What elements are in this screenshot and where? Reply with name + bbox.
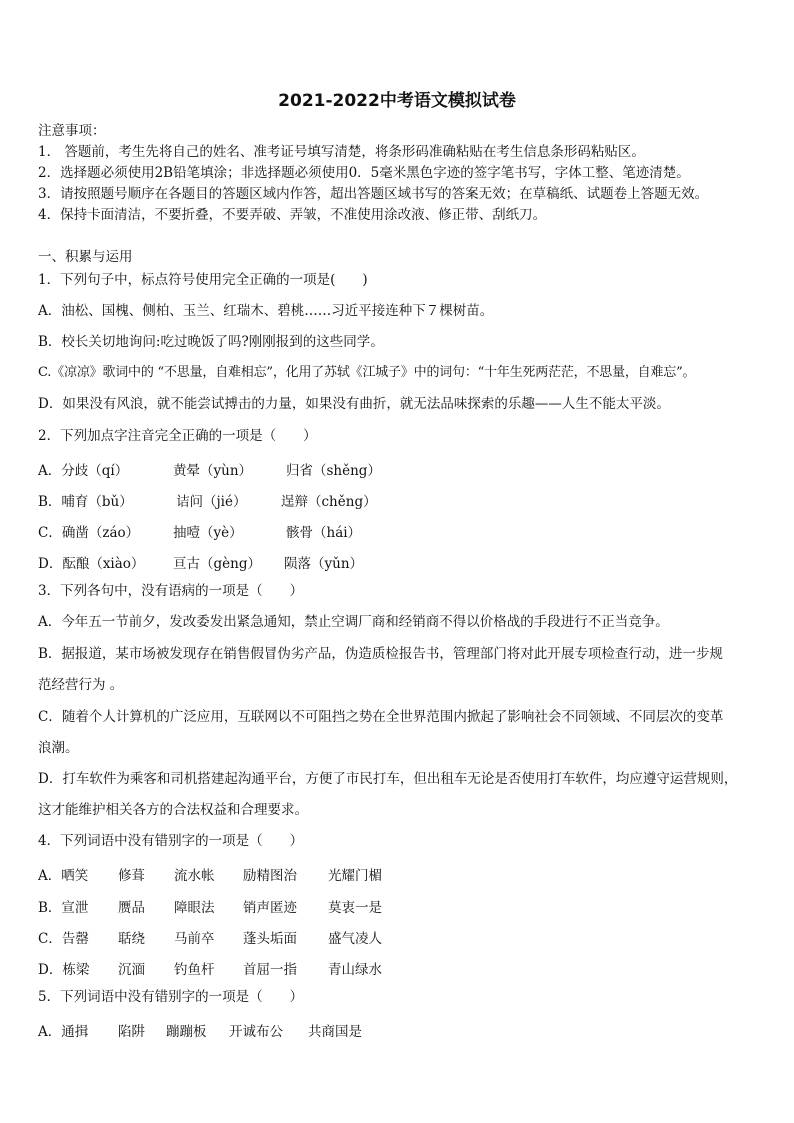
question-5-stem: 5．下列词语中没有错别字的一项是（ ） xyxy=(38,989,304,1005)
option-part: D．酝酿（xiào） xyxy=(38,556,145,572)
notice-heading: 注意事项： xyxy=(38,123,106,139)
option-word: 莫衷一是 xyxy=(328,900,382,916)
exam-title: 2021-2022中考语文模拟试卷 xyxy=(278,91,516,111)
option-word: 赝品 xyxy=(118,900,145,916)
option-word: D．栋梁 xyxy=(38,962,90,978)
question-1-option-b: B．校长关切地询问:吃过晚饭了吗?刚刚报到的这些同学。 xyxy=(38,334,384,350)
question-3-option-c-cont: 浪潮。 xyxy=(38,740,79,756)
question-3-option-b: B．据报道，某市场被发现存在销售假冒伪劣产品，伪造质检报告书，管理部门将对此开展专项检查行动，进一步规 xyxy=(38,646,723,662)
option-word: 钓鱼杆 xyxy=(174,962,215,978)
question-3-option-b-cont: 范经营行为 。 xyxy=(38,677,124,693)
question-1-option-c: C.《凉凉》歌词中的 “不思量，自难相忘”，化用了苏轼《江城子》中的词句：“十年生死两茫茫，不思量，自难忘”。 xyxy=(38,365,696,380)
option-part: 黄晕（yùn） xyxy=(173,463,253,479)
option-word: A．哂笑 xyxy=(38,868,89,884)
option-word: 盛气凌人 xyxy=(328,931,382,947)
question-3-option-a: A．今年五一节前夕，发改委发出紧急通知，禁止空调厂商和经销商不得以价格战的手段进行不正当竞争。 xyxy=(38,614,669,630)
option-word: 蹦蹦板 xyxy=(166,1024,207,1040)
option-word: 修葺 xyxy=(118,868,145,884)
option-word: 马前卒 xyxy=(174,931,215,947)
option-word: 销声匿迹 xyxy=(243,900,297,916)
question-3-option-d-cont: 这才能维护相关各方的合法权益和合理要求。 xyxy=(38,802,308,818)
option-word: B．宣泄 xyxy=(38,900,89,916)
option-word: 聒绕 xyxy=(118,931,145,947)
notice-item-4: 4．保持卡面清洁，不要折叠，不要弄破、弄皱，不准使用涂改液、修正带、刮纸刀。 xyxy=(38,207,547,223)
option-word: 首屈一指 xyxy=(243,962,297,978)
notice-item-2: 2．选择题必须使用2B铅笔填涂；非选择题必须使用0．5毫米黑色字迹的签字笔书写，字体工整、笔迹清楚。 xyxy=(38,165,690,181)
option-word: A．通揖 xyxy=(38,1024,89,1040)
option-part: B．哺育（bǔ） xyxy=(38,494,133,510)
option-part: 亘古（gèng） xyxy=(173,556,261,572)
option-word: 青山绿水 xyxy=(328,962,382,978)
option-word: 开诚布公 xyxy=(229,1024,283,1040)
option-part: 抽噎（yè） xyxy=(173,525,243,541)
option-word: 障眼法 xyxy=(174,900,215,916)
question-2-stem: 2．下列加点字注音完全正确的一项是（ ） xyxy=(38,428,317,444)
notice-item-3: 3．请按照题号顺序在各题目的答题区域内作答，超出答题区域书写的答案无效；在草稿纸、试题卷上答题无效。 xyxy=(38,186,709,202)
option-word: 共商国是 xyxy=(308,1024,362,1040)
question-1-option-a: A．油松、国槐、侧柏、玉兰、红瑞木、碧桃……习近平接连种下７棵树苗。 xyxy=(38,303,494,319)
question-3-option-c: C．随着个人计算机的广泛应用，互联网以不可阻挡之势在全世界范围内掀起了影响社会不同领域、不同层次的变革 xyxy=(38,709,724,725)
notice-item-1: 1． 答题前，考生先将自己的姓名、准考证号填写清楚，将条形码准确粘贴在考生信息条形码粘贴区。 xyxy=(38,144,645,160)
option-word: 沉湎 xyxy=(118,962,145,978)
question-3-stem: 3．下列各句中，没有语病的一项是（ ） xyxy=(38,583,304,599)
option-word: 励精图治 xyxy=(243,868,297,884)
option-part: C．确凿（záo） xyxy=(38,525,140,541)
question-1-stem: 1．下列句子中，标点符号使用完全正确的一项是( ) xyxy=(38,272,368,288)
option-part: A．分歧（qí） xyxy=(38,463,129,479)
option-word: 光耀门楣 xyxy=(328,868,382,884)
option-word: 陷阱 xyxy=(118,1024,145,1040)
question-1-option-d: D．如果没有风浪，就不能尝试搏击的力量，如果没有曲折，就无法品味探索的乐趣——人生不能太平淡。 xyxy=(38,396,670,412)
question-4-stem: 4．下列词语中没有错别字的一项是（ ） xyxy=(38,833,304,849)
option-word: 蓬头垢面 xyxy=(243,931,297,947)
option-part: 归省（shěng） xyxy=(286,463,381,479)
option-part: 骸骨（hái） xyxy=(286,525,362,541)
option-part: 逞辩（chěng） xyxy=(281,494,377,510)
option-word: C．告罄 xyxy=(38,931,89,947)
option-part: 陨落（yǔn） xyxy=(284,556,364,572)
option-word: 流水帐 xyxy=(174,868,215,884)
question-3-option-d: D．打车软件为乘客和司机搭建起沟通平台，方便了市民打车，但出租车无论是否使用打车软件，均应遵守运营规则， xyxy=(38,771,738,787)
option-part: 诘问（jié） xyxy=(176,494,247,510)
section-heading: 一、积累与运用 xyxy=(38,249,133,265)
